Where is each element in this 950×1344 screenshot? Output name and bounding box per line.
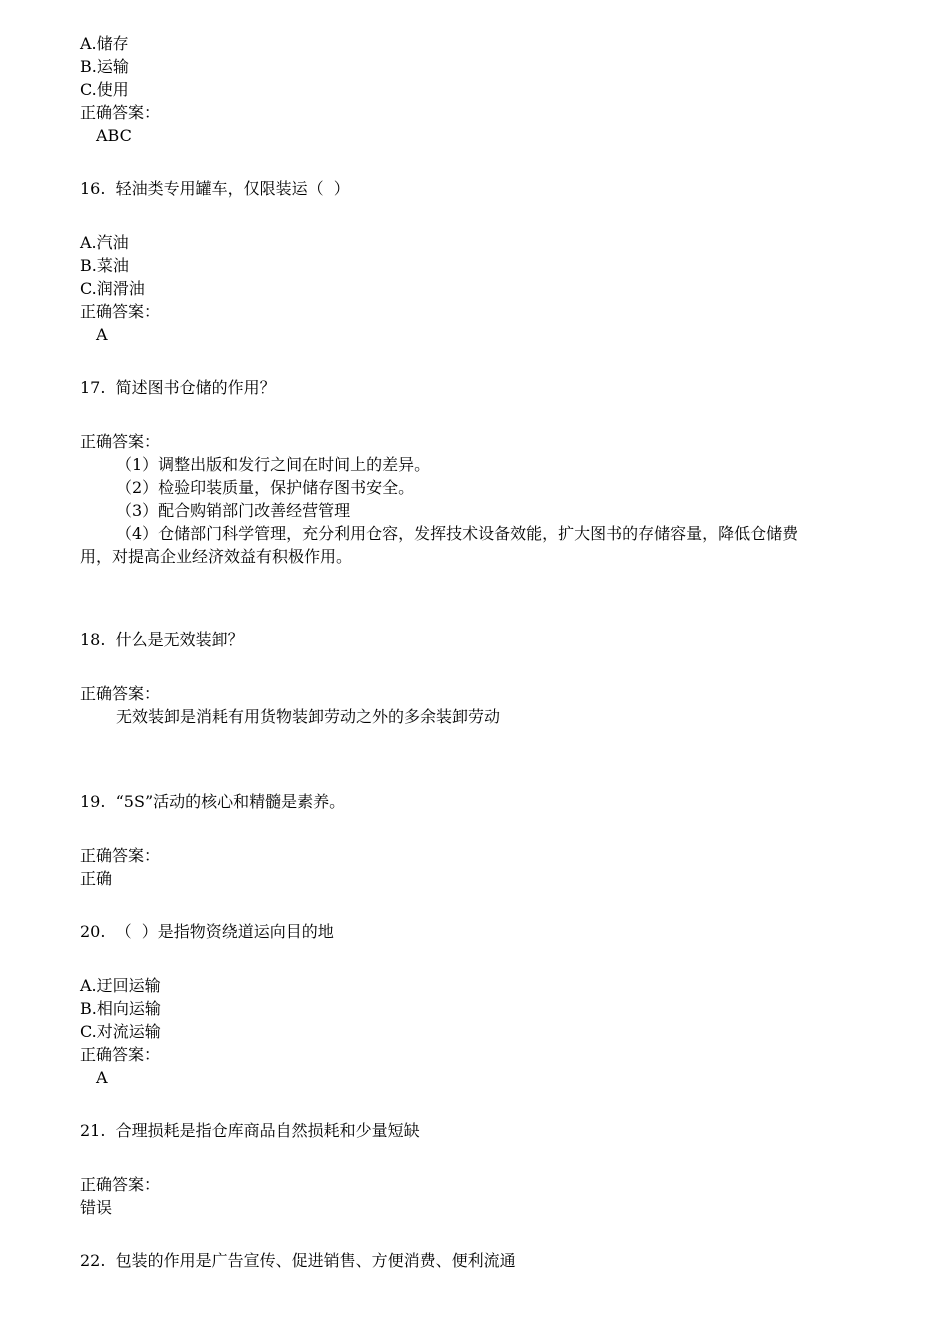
answer-line: （4）仓储部门科学管理，充分利用仓容，发挥技术设备效能，扩大图书的存储容量，降低仓储费 bbox=[116, 524, 799, 543]
answer-value: ABC bbox=[96, 126, 132, 145]
option-b: B.运输 bbox=[80, 57, 129, 76]
answer-value: A bbox=[96, 325, 108, 344]
question-17: 17. 简述图书仓储的作用？ bbox=[80, 378, 276, 397]
answer-line: （1）调整出版和发行之间在时间上的差异。 bbox=[116, 455, 431, 474]
answer-label: 正确答案： bbox=[80, 432, 161, 451]
option-b: B.菜油 bbox=[80, 256, 129, 275]
answer-label: 正确答案： bbox=[80, 302, 161, 321]
question-18: 18. 什么是无效装卸？ bbox=[80, 630, 244, 649]
question-22: 22. 包装的作用是广告宣传、促进销售、方便消费、便利流通 bbox=[80, 1251, 516, 1270]
answer-value: 错误 bbox=[80, 1198, 113, 1217]
option-a: A.储存 bbox=[80, 34, 129, 53]
answer-label: 正确答案： bbox=[80, 103, 161, 122]
answer-label: 正确答案： bbox=[80, 1045, 161, 1064]
answer-value: A bbox=[96, 1068, 108, 1087]
question-16: 16. 轻油类专用罐车，仅限装运（ ） bbox=[80, 179, 350, 198]
option-c: C.润滑油 bbox=[80, 279, 145, 298]
answer-label: 正确答案： bbox=[80, 684, 161, 703]
answer-line: （3）配合购销部门改善经营管理 bbox=[116, 501, 351, 520]
answer-value: 无效装卸是消耗有用货物装卸劳动之外的多余装卸劳动 bbox=[116, 707, 501, 726]
answer-value: 正确 bbox=[80, 869, 113, 888]
option-c: C.对流运输 bbox=[80, 1022, 161, 1041]
answer-line: （2）检验印装质量，保护储存图书安全。 bbox=[116, 478, 415, 497]
question-20: 20. （ ）是指物资绕道运向目的地 bbox=[80, 922, 334, 941]
question-19: 19. “5S”活动的核心和精髓是素养。 bbox=[80, 792, 346, 811]
option-c: C.使用 bbox=[80, 80, 129, 99]
answer-label: 正确答案： bbox=[80, 846, 161, 865]
question-21: 21. 合理损耗是指仓库商品自然损耗和少量短缺 bbox=[80, 1121, 420, 1140]
option-a: A.迂回运输 bbox=[80, 976, 161, 995]
answer-line: 用，对提高企业经济效益有积极作用。 bbox=[80, 547, 353, 566]
option-b: B.相向运输 bbox=[80, 999, 161, 1018]
answer-label: 正确答案： bbox=[80, 1175, 161, 1194]
option-a: A.汽油 bbox=[80, 233, 129, 252]
